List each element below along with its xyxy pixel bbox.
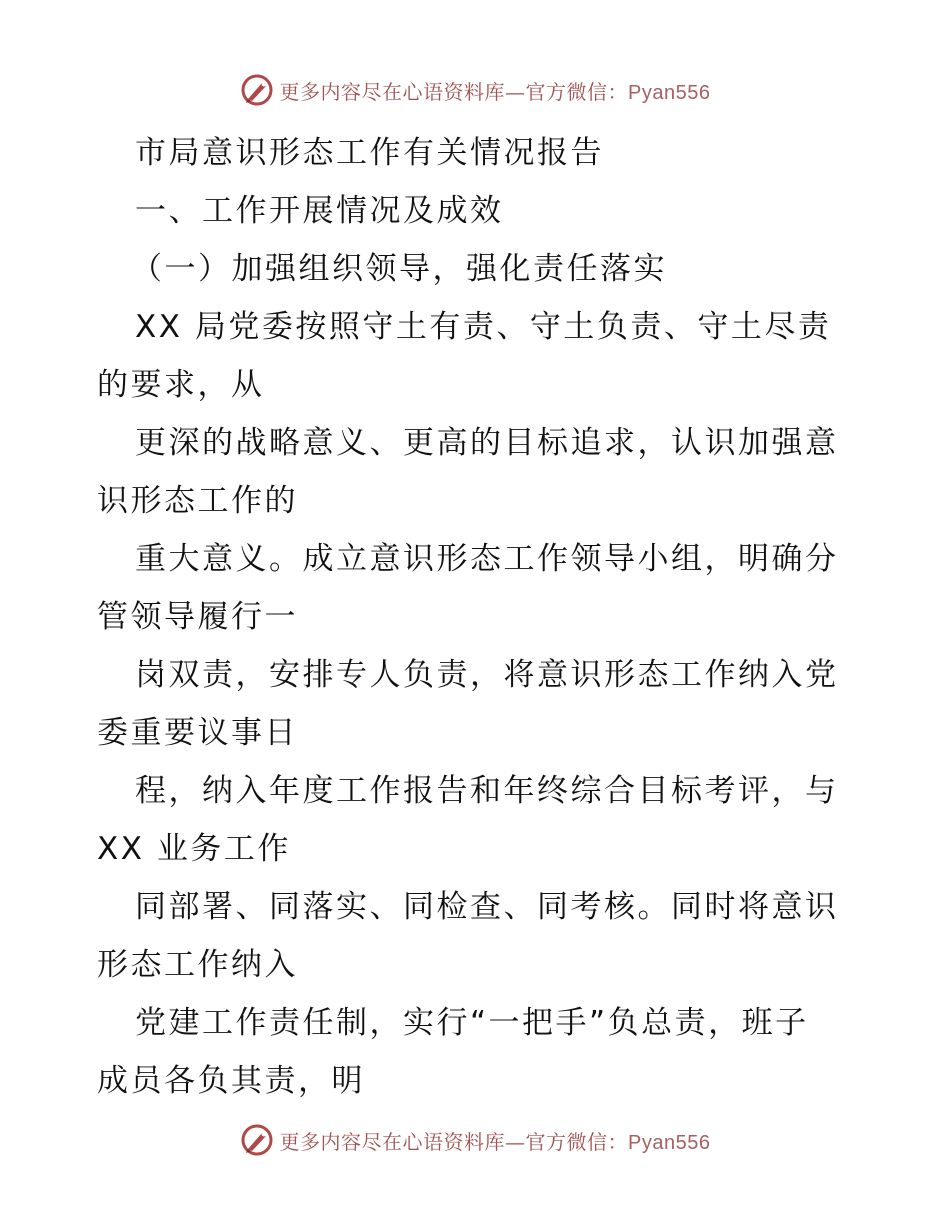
section-heading: 一、工作开展情况及成效 — [135, 193, 504, 229]
paragraph-line: 程，纳入年度工作报告和年终综合目标考评，与 — [135, 773, 839, 809]
paragraph-line: XX 局党委按照守土有责、守土负责、守土尽责 — [135, 309, 832, 345]
document-title: 市局意识形态工作有关情况报告 — [135, 135, 604, 171]
paragraph-line: 更深的战略意义、更高的目标追求，认识加强意 — [135, 425, 839, 461]
paragraph-line: 重大意义。成立意识形态工作领导小组，明确分 — [135, 541, 839, 577]
paragraph-line: XX 业务工作 — [97, 831, 291, 867]
paragraph-line: 同部署、同落实、同检查、同考核。同时将意识 — [135, 889, 839, 925]
watermark-banner-top — [0, 68, 950, 112]
document-body — [97, 124, 857, 1110]
pen-circle-icon — [240, 1123, 274, 1157]
paragraph-line: 形态工作纳入 — [97, 947, 298, 983]
paragraph-line: 委重要议事日 — [97, 715, 298, 751]
paragraph-line: 岗双责，安排专人负责，将意识形态工作纳入党 — [135, 657, 839, 693]
pen-circle-icon — [240, 73, 274, 107]
subsection-heading: （一）加强组织领导，强化责任落实 — [131, 251, 667, 287]
paragraph-line: 成员各负其责，明 — [97, 1063, 365, 1099]
paragraph-line: 管领导履行一 — [97, 599, 298, 635]
watermark-text: 更多内容尽在心语资料库—官方微信：Pyan556 — [279, 1129, 711, 1154]
paragraph-line: 识形态工作的 — [97, 483, 298, 519]
watermark-text: 更多内容尽在心语资料库—官方微信：Pyan556 — [279, 79, 711, 104]
paragraph-line: 党建工作责任制，实行“一把手”负总责，班子 — [135, 1005, 809, 1041]
paragraph-line: 的要求，从 — [97, 367, 265, 403]
watermark-banner-bottom — [0, 1118, 950, 1162]
